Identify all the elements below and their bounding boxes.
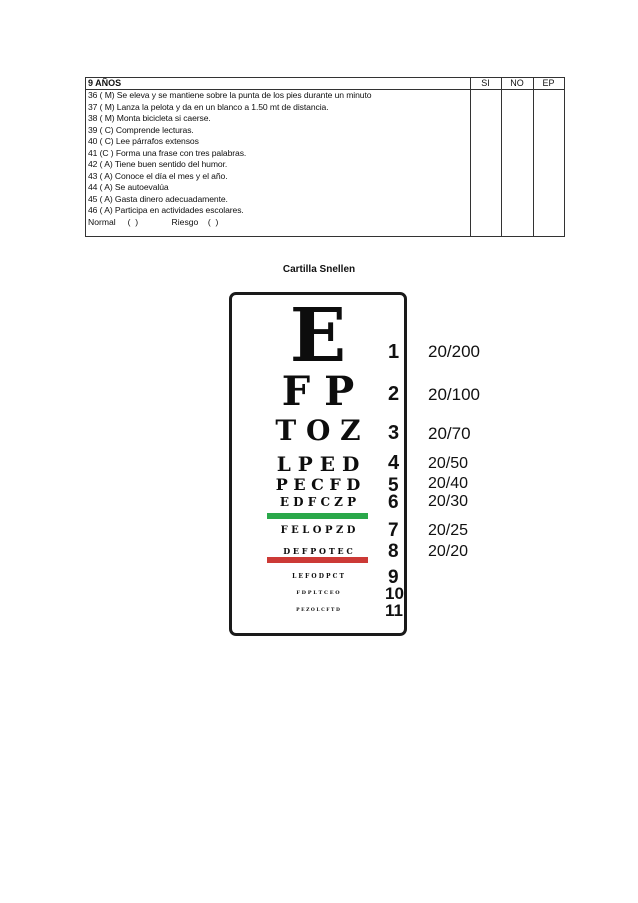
chart-row-letters: L E F O D P C T [292,573,344,580]
list-item: 45 ( A) Gasta dinero adecuadamente. [88,193,228,204]
chart-row-letters: E D F C Z P [279,495,357,509]
line-number: 11 [385,601,403,620]
acuity-label: 20/100 [428,385,480,404]
line-number: 6 [388,492,399,513]
line-number: 9 [388,567,399,588]
column-divider [501,78,502,236]
snellen-chart [229,292,407,636]
column-no: NO [510,78,524,88]
acuity-label: 20/40 [428,475,469,492]
acuity-label: 20/50 [428,455,469,472]
column-divider [533,78,534,236]
list-item: 36 ( M) Se eleva y se mantiene sobre la punta de los pies durante un minuto [88,90,372,100]
chart-caption: Cartilla Snellen [282,264,356,275]
result-options: Normal ( ) Riesgo ( ) [88,216,219,227]
evaluation-table [85,77,565,237]
list-item: 40 ( C) Lee párrafos extensos [88,136,199,146]
list-item: 41 (C ) Forma una frase con tres palabras. [88,147,247,158]
chart-row-letters: F E L O P Z D [280,525,356,536]
red-line-bar [267,557,368,563]
list-item: 43 ( A) Conoce el día el mes y el año. [88,170,228,181]
list-item: 46 ( A) Participa en actividades escolares. [88,205,244,215]
acuity-label: 20/200 [428,342,480,361]
chart-row-letters: E [289,293,347,379]
green-line-bar [267,513,368,519]
chart-row-letters: D E F P O T E C [283,546,353,556]
line-number: 3 [388,422,400,444]
column-divider [470,78,471,236]
acuity-label: 20/20 [428,543,469,560]
table-header [86,78,564,90]
chart-row-letters: P E C F D [275,475,361,494]
list-item: 44 ( A) Se autoevalúa [88,182,169,192]
column-si: SI [481,78,490,88]
list-item: 39 ( C) Comprende lecturas. [88,124,194,135]
chart-row-letters: T O Z [275,414,361,447]
chart-row-letters: F D P L T C E O [296,590,340,596]
line-number: 10 [385,584,404,603]
column-ep: EP [542,78,555,88]
line-number: 8 [388,541,399,562]
list-item: 37 ( M) Lanza la pelota y da en un blanco a 1.50 mt de distancia. [88,101,329,112]
chart-row-letters: P E Z O L C F T D [296,608,340,613]
line-number: 4 [388,452,400,474]
acuity-label: 20/70 [428,424,471,443]
line-number: 5 [388,475,399,496]
list-item: 42 ( A) Tiene buen sentido del humor. [88,159,228,169]
milestone-list [88,90,468,228]
line-number: 7 [388,520,399,541]
table-title: 9 AÑOS [88,78,122,88]
chart-row-letters: F P [281,368,355,415]
chart-row-letters: L P E D [276,452,360,476]
line-number: 1 [388,341,400,363]
list-item: 38 ( M) Monta bicicleta si caerse. [88,113,211,123]
line-number: 2 [388,383,400,405]
acuity-label: 20/30 [428,493,469,510]
acuity-label: 20/25 [428,522,469,539]
